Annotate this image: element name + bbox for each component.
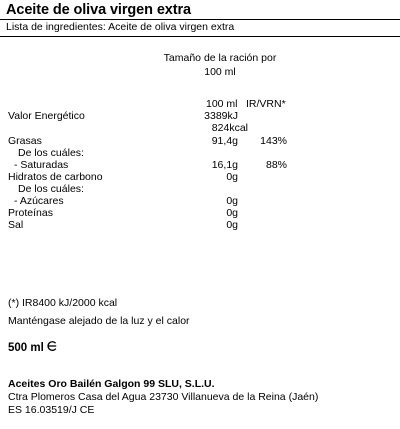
estimated-sign-icon: [46, 340, 58, 355]
ingredients-list: Lista de ingredientes: Aceite de oliva virgen extra: [6, 21, 235, 33]
row-label: De los cuáles:: [18, 147, 84, 159]
serving-size-header: [160, 51, 280, 79]
table-row-energy-kcal: [0, 122, 400, 134]
row-label: Grasas: [8, 135, 42, 147]
column-header-ir-vrn: IR/VRN*: [246, 98, 286, 110]
table-row-fat: [0, 135, 400, 147]
row-value: 0g: [226, 207, 238, 219]
row-percent: 143%: [260, 135, 287, 147]
net-quantity: [8, 340, 58, 355]
row-label: Sal: [8, 219, 24, 231]
product-title: Aceite de oliva virgen extra: [6, 2, 191, 18]
company-name: Aceites Oro Bailén Galgon 99 SLU, S.L.U.: [8, 378, 215, 390]
ingredients-divider: [0, 36, 400, 37]
row-value: 3389kJ: [204, 110, 238, 122]
table-row-saturated: [0, 159, 400, 171]
row-value: 91,4g: [211, 135, 238, 147]
row-value: 824kcal: [211, 122, 248, 134]
row-label: - Saturadas: [14, 159, 69, 171]
column-header-100ml: 100 ml: [206, 98, 238, 110]
row-value: 0g: [226, 171, 238, 183]
row-value: 16,1g: [211, 159, 238, 171]
table-row-carbohydrates: [0, 171, 400, 183]
row-label: - Azúcares: [14, 195, 64, 207]
table-row-fat-of-which: [0, 147, 400, 159]
table-row-energy-kj: [0, 110, 400, 122]
net-quantity-value: 500 ml: [8, 341, 44, 354]
table-row-sugars: [0, 195, 400, 207]
registry-code: ES 16.03519/J CE: [8, 404, 95, 416]
row-value: 0g: [226, 195, 238, 207]
row-label: De los cuáles:: [18, 183, 84, 195]
table-row-carbs-of-which: [0, 183, 400, 195]
row-percent: 88%: [265, 159, 287, 171]
title-divider: [0, 19, 400, 20]
row-label: Hidratos de carbono: [8, 171, 103, 183]
row-value: 0g: [226, 219, 238, 231]
table-row-protein: [0, 207, 400, 219]
storage-instructions: Manténgase alejado de la luz y el calor: [8, 315, 190, 327]
serving-size-line1: Tamaño de la ración por: [163, 52, 277, 64]
company-address: Ctra Plomeros Casa del Agua 23730 Villanueva de la Reina (Jaén): [8, 391, 319, 403]
serving-size-line2: 100 ml: [204, 66, 236, 78]
table-row-salt: [0, 219, 400, 231]
row-label: Valor Energético: [8, 110, 85, 122]
reference-intake-footnote: (*) IR8400 kJ/2000 kcal: [8, 297, 118, 309]
row-label: Proteínas: [8, 207, 53, 219]
